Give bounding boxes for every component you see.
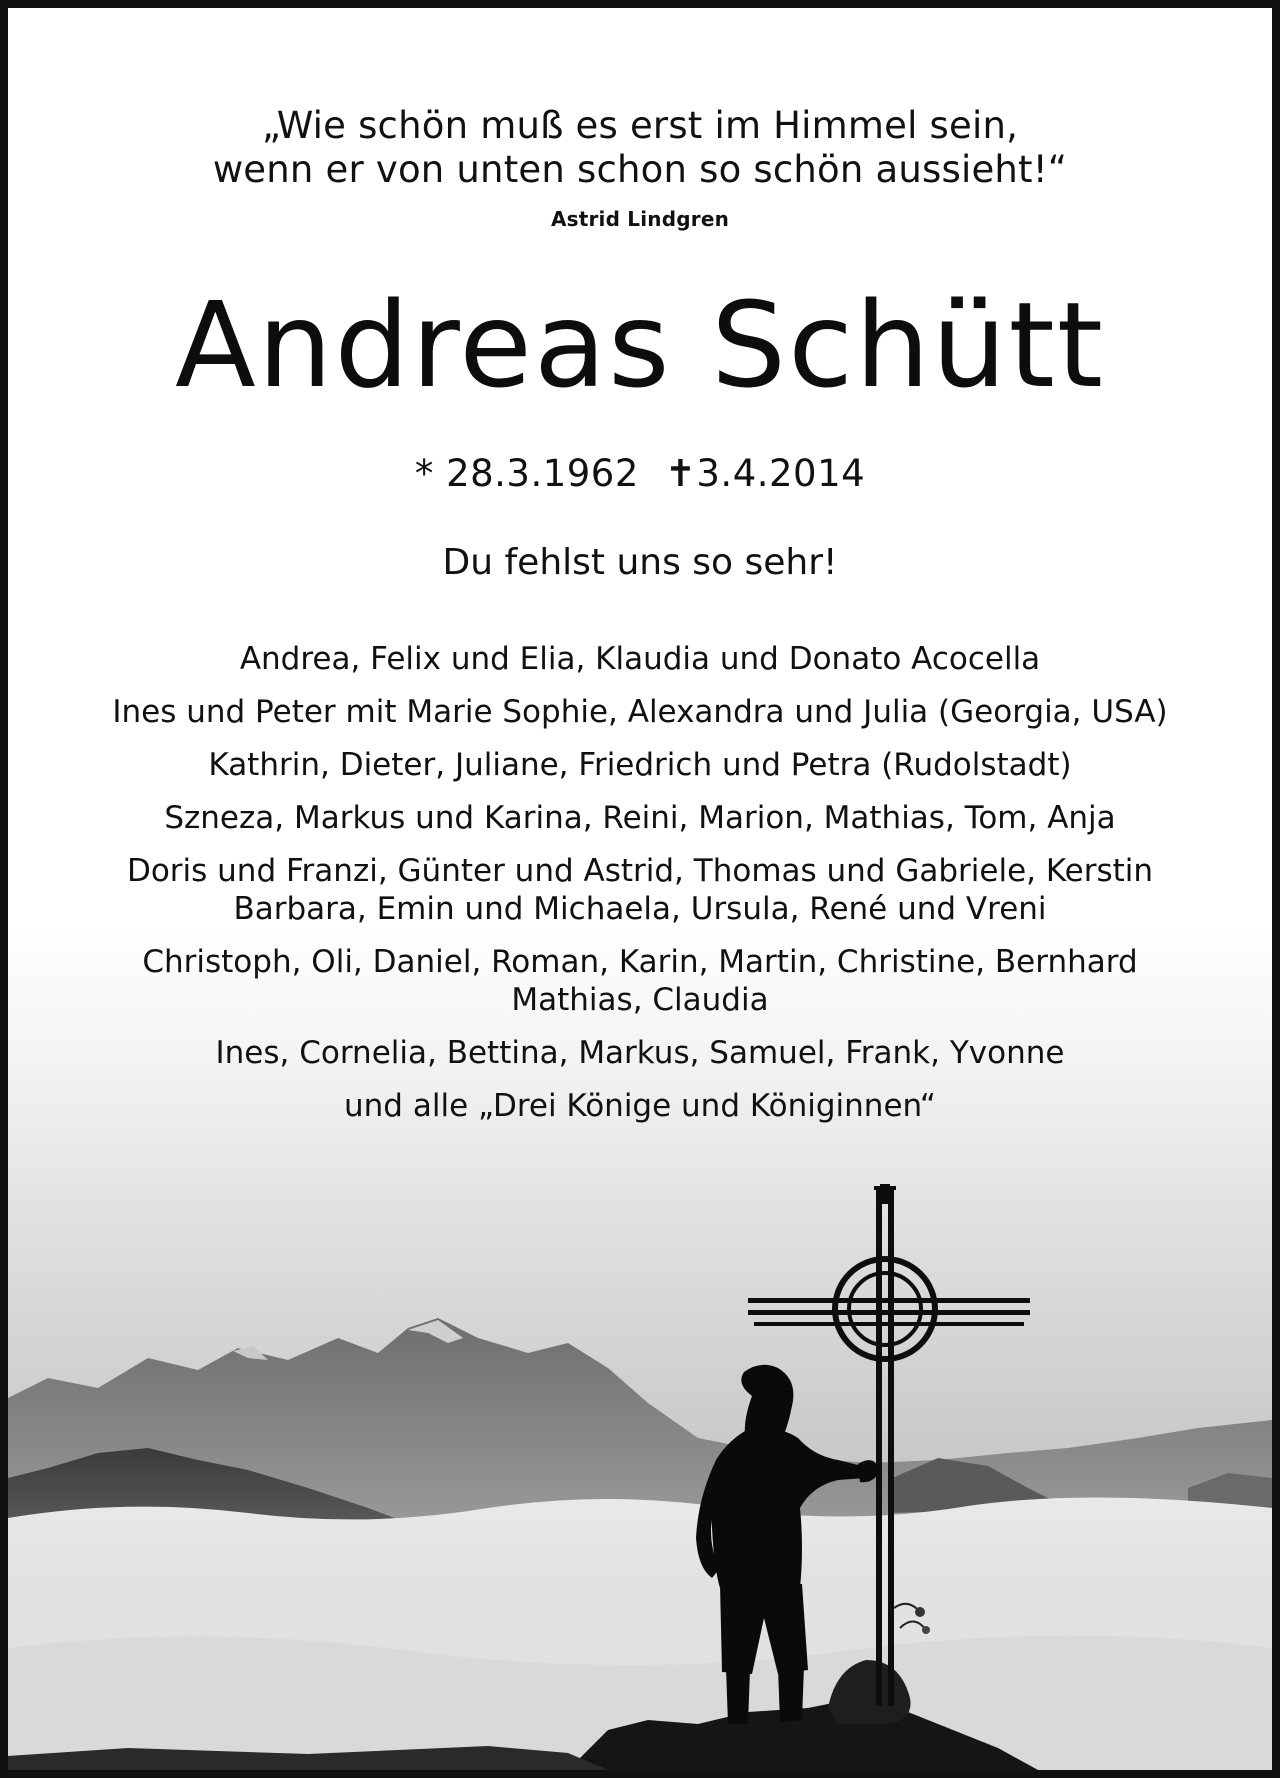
mourner-group bbox=[8, 1034, 1272, 1072]
mourner-line: Mathias, Claudia bbox=[511, 982, 769, 1018]
birth-date: * 28.3.1962 bbox=[414, 452, 639, 495]
tagline: Du fehlst uns so sehr! bbox=[442, 542, 838, 583]
mourner-group bbox=[8, 1087, 1272, 1125]
death-date: ✝3.4.2014 bbox=[664, 452, 866, 495]
mourner-group bbox=[8, 799, 1272, 837]
mourner-line: und alle „Drei Könige und Königinnen“ bbox=[344, 1088, 936, 1124]
mourner-group bbox=[8, 640, 1272, 678]
mourner-line: Szneza, Markus und Karina, Reini, Marion, Mathias, Tom, Anja bbox=[164, 800, 1116, 836]
mourner-line: Barbara, Emin und Michaela, Ursula, René und Vreni bbox=[233, 891, 1047, 927]
quote-line-1: „Wie schön muß es erst im Himmel sein, bbox=[261, 104, 1019, 147]
mourner-line: Ines, Cornelia, Bettina, Markus, Samuel, Frank, Yvonne bbox=[215, 1035, 1065, 1071]
mourner-line: Doris und Franzi, Günter und Astrid, Thomas und Gabriele, Kerstin bbox=[126, 853, 1154, 889]
mourner-group bbox=[8, 746, 1272, 784]
mourner-line: Kathrin, Dieter, Juliane, Friedrich und Petra (Rudolstadt) bbox=[208, 747, 1072, 783]
mourner-line: Andrea, Felix und Elia, Klaudia und Donato Acocella bbox=[239, 641, 1041, 677]
mourner-line: Ines und Peter mit Marie Sophie, Alexandra und Julia (Georgia, USA) bbox=[112, 694, 1168, 730]
mourner-group bbox=[8, 693, 1272, 731]
mourner-group bbox=[8, 943, 1272, 1019]
mourners-list bbox=[8, 640, 1272, 1140]
deceased-name: Andreas Schütt bbox=[174, 276, 1106, 414]
life-dates bbox=[8, 452, 1272, 495]
quote-block bbox=[8, 104, 1272, 192]
quote-author: Astrid Lindgren bbox=[550, 207, 730, 231]
mourner-line: Christoph, Oli, Daniel, Roman, Karin, Martin, Christine, Bernhard bbox=[142, 944, 1138, 980]
mourner-group bbox=[8, 852, 1272, 928]
quote-line-2: wenn er von unten schon so schön aussieht!“ bbox=[212, 148, 1068, 191]
